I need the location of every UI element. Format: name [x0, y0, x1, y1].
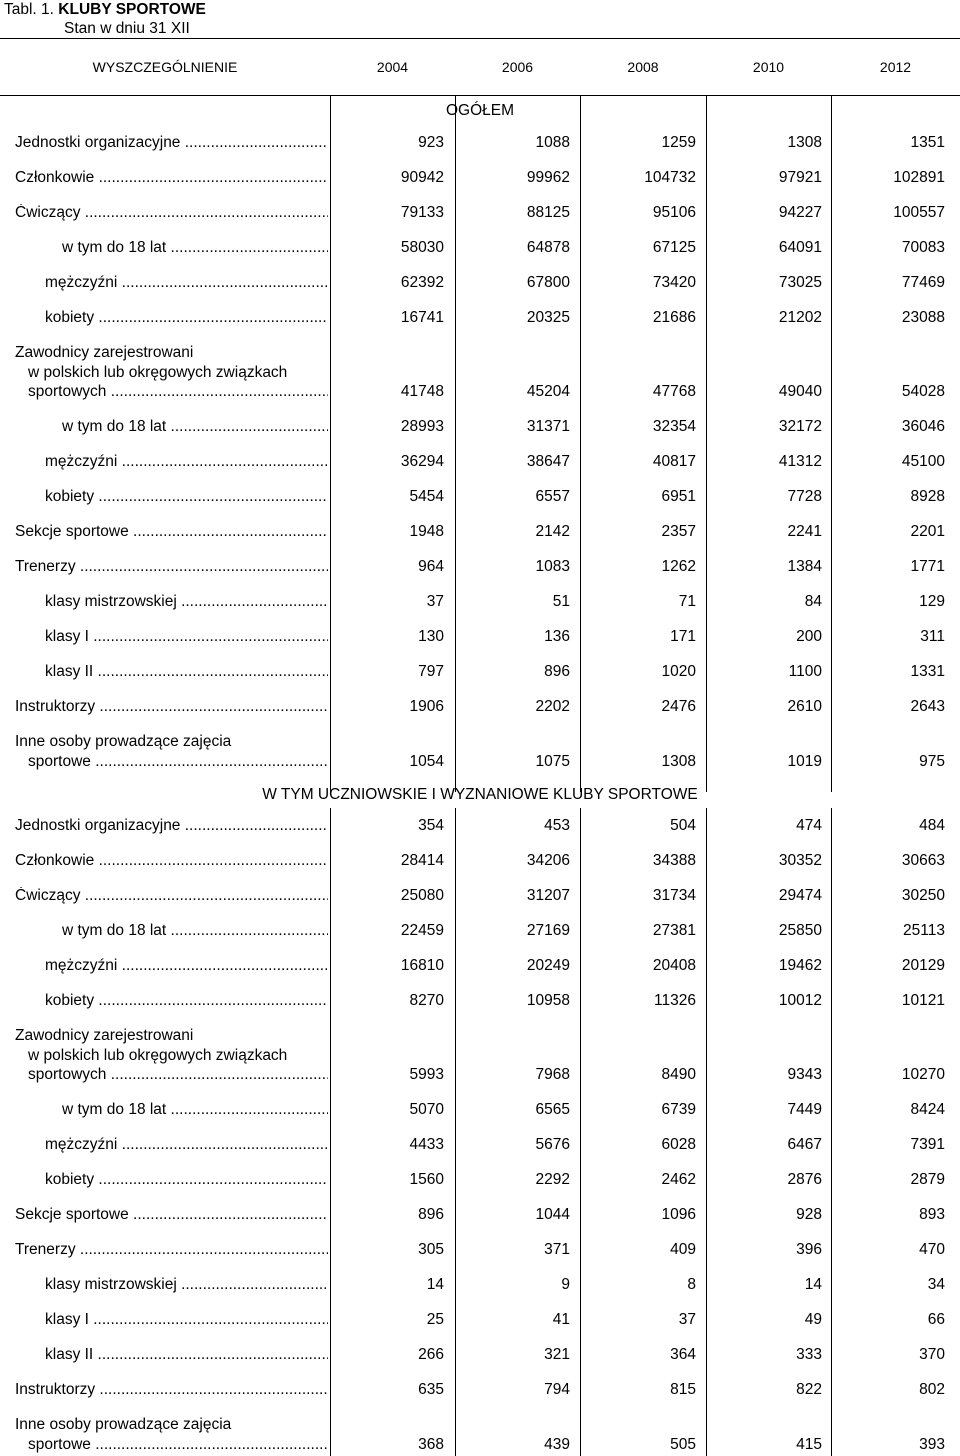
cell-value: 635: [418, 1381, 444, 1398]
row-label-line: w tym do 18 lat .....: [62, 418, 328, 436]
cell-value: 29474: [778, 887, 822, 904]
cell-value: 14: [804, 1276, 822, 1293]
row-label-line: Sekcje sportowe .....: [15, 523, 328, 541]
cell-value: 6467: [787, 1136, 822, 1153]
header-year: 2008: [627, 59, 659, 75]
row-label-line: sportowe .....: [28, 1436, 328, 1454]
row-label-line: kobiety .....: [45, 488, 328, 506]
cell-value: 34388: [652, 852, 696, 869]
row-label-line: w tym do 18 lat .....: [62, 922, 328, 940]
cell-value: 364: [670, 1346, 696, 1363]
cell-value: 8490: [661, 1066, 696, 1083]
cell-value: 1096: [661, 1206, 696, 1223]
cell-value: 928: [796, 1206, 822, 1223]
row-label-line: mężczyźni .....: [45, 274, 328, 292]
cell-value: 25850: [778, 922, 822, 939]
cell-value: 84: [804, 593, 822, 610]
cell-value: 1384: [787, 558, 822, 575]
row-label-line: Ćwiczący .....: [15, 204, 328, 222]
cell-value: 9: [561, 1276, 570, 1293]
cell-value: 354: [418, 817, 444, 834]
column-divider: [455, 96, 456, 792]
row-label-line: kobiety .....: [45, 1171, 328, 1189]
cell-value: 34206: [526, 852, 570, 869]
cell-value: 6028: [661, 1136, 696, 1153]
cell-value: 30250: [901, 887, 945, 904]
cell-value: 67800: [526, 274, 570, 291]
cell-value: 802: [919, 1381, 945, 1398]
cell-value: 2202: [535, 698, 570, 715]
cell-value: 21686: [652, 309, 696, 326]
cell-value: 1019: [787, 752, 822, 770]
cell-value: 25113: [903, 922, 945, 939]
section-title: W TYM UCZNIOWSKIE I WYZNANIOWE KLUBY SPORTOWE: [262, 786, 698, 803]
cell-value: 1054: [409, 752, 444, 770]
cell-value: 171: [670, 628, 696, 645]
row-label-line: sportowych .....: [28, 1066, 328, 1084]
cell-value: 40817: [652, 453, 696, 470]
cell-value: 333: [796, 1346, 822, 1363]
column-divider: [580, 96, 581, 792]
row-label-line: klasy II .....: [45, 663, 328, 681]
cell-value: 1771: [910, 558, 945, 575]
row-label-line: Instruktorzy .....: [15, 698, 328, 716]
cell-value: 20325: [526, 309, 570, 326]
cell-value: 25: [426, 1311, 444, 1328]
cell-value: 10270: [901, 1066, 945, 1083]
row-label-line: w polskich lub okręgowych związkach: [28, 363, 288, 381]
cell-value: 67125: [652, 239, 696, 256]
cell-value: 47768: [652, 383, 696, 400]
cell-value: 415: [796, 1435, 822, 1453]
section-title: OGÓŁEM: [445, 102, 515, 119]
cell-value: 1331: [910, 663, 945, 680]
cell-value: 31207: [526, 887, 570, 904]
cell-value: 73025: [778, 274, 822, 291]
cell-value: 505: [670, 1435, 696, 1453]
cell-value: 474: [796, 817, 822, 834]
cell-value: 10012: [778, 992, 822, 1009]
cell-value: 34: [927, 1276, 945, 1293]
cell-value: 32172: [778, 418, 822, 435]
cell-value: 5454: [409, 488, 444, 505]
cell-value: 8928: [910, 488, 945, 505]
row-label-line: mężczyźni .....: [45, 1136, 328, 1154]
table-name: KLUBY SPORTOWE: [58, 1, 206, 18]
cell-value: 19462: [778, 957, 822, 974]
cell-value: 305: [418, 1241, 444, 1258]
cell-value: 8: [687, 1276, 696, 1293]
cell-value: 37: [678, 1311, 696, 1328]
cell-value: 1075: [535, 752, 570, 770]
row-label-line: Zawodnicy zarejestrowani: [15, 1027, 194, 1044]
cell-value: 2879: [910, 1171, 945, 1188]
cell-value: 104732: [644, 169, 696, 186]
cell-value: 2357: [661, 523, 696, 540]
row-label-line: w tym do 18 lat .....: [62, 1101, 328, 1119]
table-title-line: [4, 0, 206, 19]
row-label-line: sportowe .....: [28, 753, 328, 771]
row-label-line: Trenerzy .....: [15, 1241, 328, 1259]
cell-value: 102891: [893, 169, 945, 186]
cell-value: 88125: [526, 204, 570, 221]
cell-value: 54028: [901, 383, 945, 400]
header-year: 2010: [752, 59, 785, 75]
cell-value: 368: [418, 1435, 444, 1453]
header-year: 2004: [376, 59, 409, 75]
column-divider: [706, 96, 707, 792]
cell-value: 1906: [409, 698, 444, 715]
cell-value: 1262: [661, 558, 696, 575]
cell-value: 41748: [400, 383, 444, 400]
row-label-line: mężczyźni .....: [45, 957, 328, 975]
row-label-line: w polskich lub okręgowych związkach: [28, 1046, 288, 1064]
cell-value: 20408: [652, 957, 696, 974]
cell-value: 49: [804, 1311, 822, 1328]
row-label-line: Inne osoby prowadzące zajęcia: [15, 1416, 232, 1433]
cell-value: 822: [796, 1381, 822, 1398]
cell-value: 321: [544, 1346, 570, 1363]
row-label-line: Jednostki organizacyjne .....: [15, 817, 328, 835]
cell-value: 1259: [661, 134, 696, 151]
row-label-line: w tym do 18 lat .....: [62, 239, 328, 257]
row-label-line: Zawodnicy zarejestrowani: [15, 344, 194, 361]
header-year: 2006: [501, 59, 534, 75]
cell-value: 923: [418, 134, 444, 151]
cell-value: 409: [670, 1241, 696, 1258]
cell-value: 2142: [535, 523, 570, 540]
column-divider: [455, 808, 456, 1456]
cell-value: 2201: [910, 523, 945, 540]
cell-value: 66: [927, 1311, 945, 1328]
row-label-line: kobiety .....: [45, 992, 328, 1010]
cell-value: 5676: [535, 1136, 570, 1153]
cell-value: 10958: [526, 992, 570, 1009]
cell-value: 28414: [400, 852, 444, 869]
cell-value: 31734: [652, 887, 696, 904]
cell-value: 1351: [910, 134, 945, 151]
table-header: [0, 38, 960, 96]
cell-value: 2476: [661, 698, 696, 715]
row-label-line: klasy II .....: [45, 1346, 328, 1364]
column-divider: [706, 808, 707, 1456]
column-divider: [831, 808, 832, 1456]
header-label: WYSZCZEGÓLNIENIE: [92, 59, 238, 75]
cell-value: 41312: [778, 453, 822, 470]
cell-value: 2241: [787, 523, 822, 540]
cell-value: 41: [552, 1311, 570, 1328]
cell-value: 1560: [409, 1171, 444, 1188]
row-label-line: Instruktorzy .....: [15, 1381, 328, 1399]
cell-value: 8424: [910, 1101, 945, 1118]
cell-value: 266: [418, 1346, 444, 1363]
cell-value: 25080: [400, 887, 444, 904]
cell-value: 470: [919, 1241, 945, 1258]
cell-value: 95106: [652, 204, 696, 221]
cell-value: 893: [919, 1206, 945, 1223]
cell-value: 504: [670, 817, 696, 834]
cell-value: 370: [919, 1346, 945, 1363]
cell-value: 136: [544, 628, 570, 645]
row-label-line: mężczyźni .....: [45, 453, 328, 471]
cell-value: 58030: [400, 239, 444, 256]
cell-value: 1044: [535, 1206, 570, 1223]
cell-value: 1308: [661, 752, 696, 770]
table-subtitle: Stan w dniu 31 XII: [64, 20, 190, 37]
cell-value: 797: [418, 663, 444, 680]
cell-value: 62392: [400, 274, 444, 291]
row-label-line: klasy I .....: [45, 1311, 328, 1329]
header-year: 2012: [879, 59, 912, 75]
cell-value: 51: [552, 593, 570, 610]
cell-value: 1088: [535, 134, 570, 151]
cell-value: 23088: [901, 309, 945, 326]
cell-value: 1308: [787, 134, 822, 151]
row-label-line: Trenerzy .....: [15, 558, 328, 576]
column-divider: [330, 96, 331, 792]
cell-value: 100557: [893, 204, 945, 221]
row-label-line: klasy mistrzowskiej .....: [45, 1276, 328, 1294]
cell-value: 2876: [787, 1171, 822, 1188]
cell-value: 28993: [400, 418, 444, 435]
cell-value: 71: [678, 593, 696, 610]
cell-value: 27381: [652, 922, 696, 939]
cell-value: 73420: [652, 274, 696, 291]
table-number: Tabl. 1.: [4, 1, 54, 18]
cell-value: 6951: [661, 488, 696, 505]
cell-value: 20249: [526, 957, 570, 974]
cell-value: 1083: [535, 558, 570, 575]
table-title: [4, 0, 206, 38]
cell-value: 90942: [400, 169, 444, 186]
cell-value: 36294: [400, 453, 444, 470]
cell-value: 14: [426, 1276, 444, 1293]
cell-value: 31371: [526, 418, 570, 435]
row-label-line: sportowych .....: [28, 383, 328, 401]
cell-value: 1100: [788, 663, 822, 680]
cell-value: 97921: [778, 169, 822, 186]
cell-value: 79133: [400, 204, 444, 221]
cell-value: 129: [919, 593, 945, 610]
cell-value: 975: [919, 752, 945, 770]
cell-value: 1020: [661, 663, 696, 680]
cell-value: 439: [544, 1435, 570, 1453]
cell-value: 1948: [409, 523, 444, 540]
cell-value: 64878: [526, 239, 570, 256]
row-label-line: Inne osoby prowadzące zajęcia: [15, 733, 232, 750]
cell-value: 200: [796, 628, 822, 645]
column-divider: [580, 808, 581, 1456]
cell-value: 6565: [535, 1101, 570, 1118]
cell-value: 10121: [901, 992, 945, 1009]
row-label-line: Ćwiczący .....: [15, 887, 328, 905]
cell-value: 2462: [661, 1171, 696, 1188]
cell-value: 99962: [526, 169, 570, 186]
cell-value: 6739: [661, 1101, 696, 1118]
row-label-line: klasy mistrzowskiej .....: [45, 593, 328, 611]
cell-value: 20129: [901, 957, 945, 974]
cell-value: 7391: [910, 1136, 945, 1153]
cell-value: 11326: [654, 992, 696, 1009]
cell-value: 30663: [901, 852, 945, 869]
row-label-line: klasy I .....: [45, 628, 328, 646]
cell-value: 896: [418, 1206, 444, 1223]
cell-value: 38647: [526, 453, 570, 470]
cell-value: 5993: [409, 1066, 444, 1083]
cell-value: 16741: [400, 309, 444, 326]
row-label-line: Jednostki organizacyjne .....: [15, 134, 328, 152]
cell-value: 7728: [787, 488, 822, 505]
row-label-line: kobiety .....: [45, 309, 328, 327]
cell-value: 453: [544, 817, 570, 834]
cell-value: 311: [920, 628, 945, 645]
column-divider: [831, 96, 832, 792]
cell-value: 393: [919, 1435, 945, 1453]
column-divider: [330, 808, 331, 1456]
cell-value: 2292: [535, 1171, 570, 1188]
cell-value: 4433: [409, 1136, 444, 1153]
cell-value: 5070: [409, 1101, 444, 1118]
cell-value: 815: [670, 1381, 696, 1398]
cell-value: 396: [796, 1241, 822, 1258]
row-label-line: Członkowie .....: [15, 169, 328, 187]
row-label-line: Sekcje sportowe .....: [15, 1206, 328, 1224]
cell-value: 7449: [787, 1101, 822, 1118]
cell-value: 30352: [778, 852, 822, 869]
cell-value: 2610: [787, 698, 822, 715]
cell-value: 36046: [901, 418, 945, 435]
cell-value: 371: [544, 1241, 570, 1258]
cell-value: 49040: [778, 383, 822, 400]
cell-value: 6557: [535, 488, 570, 505]
cell-value: 45100: [901, 453, 945, 470]
cell-value: 45204: [526, 383, 570, 400]
cell-value: 77469: [901, 274, 945, 291]
cell-value: 9343: [787, 1066, 822, 1083]
cell-value: 7968: [535, 1066, 570, 1083]
cell-value: 70083: [901, 239, 945, 256]
cell-value: 32354: [652, 418, 696, 435]
cell-value: 37: [426, 593, 444, 610]
cell-value: 130: [418, 628, 444, 645]
cell-value: 21202: [778, 309, 822, 326]
cell-value: 22459: [400, 922, 444, 939]
cell-value: 27169: [526, 922, 570, 939]
cell-value: 896: [544, 663, 570, 680]
cell-value: 64091: [778, 239, 822, 256]
cell-value: 964: [418, 558, 444, 575]
cell-value: 794: [544, 1381, 570, 1398]
cell-value: 94227: [778, 204, 822, 221]
cell-value: 2643: [910, 698, 945, 715]
cell-value: 484: [919, 817, 945, 834]
cell-value: 8270: [409, 992, 444, 1009]
row-label-line: Członkowie .....: [15, 852, 328, 870]
cell-value: 16810: [400, 957, 444, 974]
